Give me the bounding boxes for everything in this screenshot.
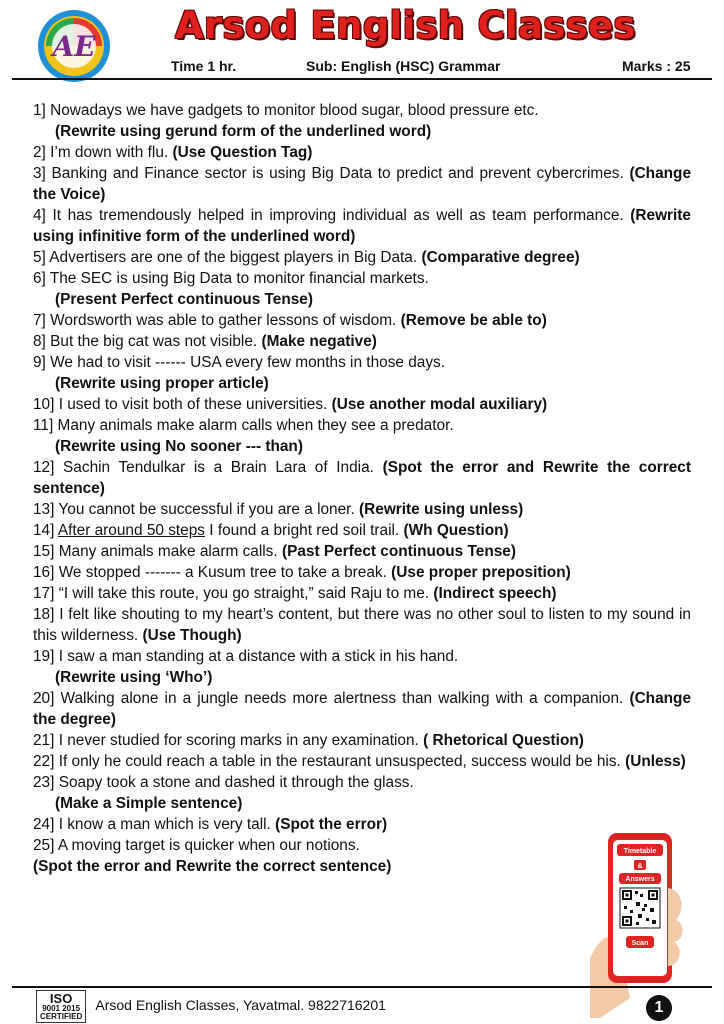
question-text: Banking and Finance sector is using Big Data to predict and prevent cybercrimes.: [51, 165, 624, 182]
question-text: Wordsworth was able to gather lessons of wisdom.: [50, 312, 397, 329]
question-number: 23]: [33, 774, 55, 791]
question-item: [33, 352, 691, 394]
question-text: Nowadays we have gadgets to monitor blood sugar, blood pressure etc.: [50, 102, 539, 119]
question-number: 1]: [33, 102, 46, 119]
question-number: 25]: [33, 837, 55, 854]
question-text: “I will take this route, you go straight,” said Raju to me.: [58, 585, 430, 602]
question-item: [33, 604, 691, 646]
phone-label-timetable: Timetable: [623, 848, 657, 855]
question-text: I used to visit both of these universities.: [58, 396, 328, 413]
underlined-phrase: After around 50 steps: [57, 522, 206, 539]
iso-badge: [36, 990, 86, 1023]
question-item: [33, 583, 691, 604]
question-text: A moving target is quicker when our notions.: [57, 837, 360, 854]
question-number: 11]: [33, 417, 54, 434]
question-number: 19]: [33, 648, 55, 665]
footer: [36, 990, 386, 1023]
question-text: Walking alone in a jungle needs more alertness than walking with a companion.: [60, 690, 624, 707]
iso-sub-2: 2015: [62, 1004, 81, 1013]
question-item: [33, 520, 691, 541]
question-text: Many animals make alarm calls when they see a predator.: [57, 417, 454, 434]
question-instruction: (Rewrite using unless): [359, 501, 524, 518]
question-item: [33, 541, 691, 562]
question-number: 10]: [33, 396, 55, 413]
question-number: 5]: [33, 249, 46, 266]
question-number: 7]: [33, 312, 46, 329]
question-instruction: (Change the degree): [33, 690, 692, 728]
question-text: But the big cat was not visible.: [50, 333, 258, 350]
question-instruction: ( Rhetorical Question): [423, 732, 584, 749]
question-text: I found a bright red soil trail.: [205, 522, 400, 539]
question-number: 13]: [33, 501, 55, 518]
question-item: [33, 499, 691, 520]
question-instruction: (Rewrite using infinitive form of the underlined word): [33, 207, 691, 245]
page-title: Arsod English Classes: [175, 4, 636, 47]
question-text: Advertisers are one of the biggest players in Big Data.: [49, 249, 418, 266]
question-instruction: (Wh Question): [403, 522, 509, 539]
question-number: 3]: [33, 165, 46, 182]
question-text: If only he could reach a table in the restaurant unsuspected, success would be his.: [58, 753, 621, 770]
question-instruction: (Make negative): [261, 333, 377, 350]
question-item: [33, 688, 691, 730]
question-text: It has tremendously helped in improving individual as well as team performance.: [52, 207, 624, 224]
question-instruction: (Rewrite using No sooner --- than): [55, 438, 303, 455]
question-text: I saw a man standing at a distance with a stick in his hand.: [58, 648, 459, 665]
question-item: [33, 751, 691, 772]
question-item: [33, 247, 691, 268]
question-list: [33, 100, 691, 877]
question-instruction: (Present Perfect continuous Tense): [55, 291, 313, 308]
question-text: I know a man which is very tall.: [58, 816, 271, 833]
question-text: You cannot be successful if you are a loner.: [58, 501, 355, 518]
header-divider: [12, 78, 712, 80]
question-instruction: (Remove be able to): [400, 312, 547, 329]
footer-divider: [12, 986, 712, 988]
question-number: 12]: [33, 459, 55, 476]
question-item: [33, 268, 691, 310]
question-item: [33, 730, 691, 751]
question-instruction: (Use proper preposition): [391, 564, 571, 581]
question-instruction: (Spot the error and Rewrite the correct sentence): [33, 858, 392, 875]
question-instruction: (Rewrite using gerund form of the underlined word): [55, 123, 432, 140]
footer-text: Arsod English Classes, Yavatmal. 9822716201: [95, 997, 386, 1014]
question-item: [33, 415, 691, 457]
question-instruction: (Spot the error): [275, 816, 388, 833]
question-item: [33, 142, 691, 163]
iso-main: ISO: [49, 991, 73, 1006]
question-text: We had to visit ------ USA every few months in those days.: [50, 354, 446, 371]
question-instruction: (Indirect speech): [433, 585, 557, 602]
time-label: Time 1 hr.: [171, 58, 237, 74]
qr-code-icon: [620, 888, 660, 928]
question-item: [33, 163, 691, 205]
question-text: I never studied for scoring marks in any examination.: [58, 732, 419, 749]
question-text: I felt like shouting to my heart’s content, but there was no other soul to listen to my sound in this wilderness.: [33, 606, 691, 644]
question-text: I’m down with flu.: [50, 144, 169, 161]
question-instruction: (Change the Voice): [33, 165, 692, 203]
question-number: 9]: [33, 354, 46, 371]
question-number: 17]: [33, 585, 55, 602]
question-instruction: (Past Perfect continuous Tense): [281, 543, 516, 560]
question-instruction: (Rewrite using proper article): [55, 375, 269, 392]
marks-label: Marks : 25: [622, 58, 691, 74]
question-number: 22]: [33, 753, 55, 770]
question-instruction: (Rewrite using ‘Who’): [55, 669, 213, 686]
question-instruction: (Make a Simple sentence): [55, 795, 243, 812]
question-instruction: (Spot the error and Rewrite the correct sentence): [33, 459, 691, 497]
question-item: [33, 646, 691, 688]
question-item: [33, 100, 691, 142]
question-text: The SEC is using Big Data to monitor financial markets.: [49, 270, 429, 287]
question-number: 2]: [33, 144, 46, 161]
question-text: Sachin Tendulkar is a Brain Lara of India.: [63, 459, 374, 476]
phone-label-scan: Scan: [631, 940, 649, 947]
question-number: 8]: [33, 333, 46, 350]
subject-label: Sub: English (HSC) Grammar: [306, 58, 501, 74]
question-item: [33, 457, 691, 499]
question-item: [33, 310, 691, 331]
question-number: 15]: [33, 543, 55, 560]
page-number: 1: [646, 995, 672, 1021]
question-number: 21]: [33, 732, 55, 749]
question-item: [33, 562, 691, 583]
question-instruction: (Comparative degree): [421, 249, 580, 266]
question-number: 20]: [33, 690, 55, 707]
question-instruction: (Use another modal auxiliary): [331, 396, 548, 413]
question-number: 4]: [33, 207, 46, 224]
question-number: 24]: [33, 816, 55, 833]
logo: [32, 6, 116, 86]
logo-text: AE: [52, 30, 96, 63]
question-number: 6]: [33, 270, 46, 287]
phone-label-amp: &: [637, 863, 643, 870]
question-item: [33, 772, 691, 814]
iso-sub-1: 9001: [42, 1004, 60, 1013]
question-number: 14]: [33, 522, 55, 539]
question-item: [33, 205, 691, 247]
question-text: Soapy took a stone and dashed it through the glass.: [58, 774, 414, 791]
question-item: [33, 394, 691, 415]
iso-cert: CERTIFIED: [40, 1012, 83, 1021]
question-item: [33, 331, 691, 352]
question-number: 18]: [33, 606, 55, 623]
question-instruction: (Use Though): [142, 627, 242, 644]
question-instruction: (Unless): [625, 753, 686, 770]
question-instruction: (Use Question Tag): [172, 144, 313, 161]
question-number: 16]: [33, 564, 55, 581]
qr-phone-graphic: [590, 828, 686, 1018]
phone-label-answers: Answers: [625, 876, 655, 883]
question-text: Many animals make alarm calls.: [58, 543, 278, 560]
question-text: We stopped ------- a Kusum tree to take a break.: [58, 564, 387, 581]
